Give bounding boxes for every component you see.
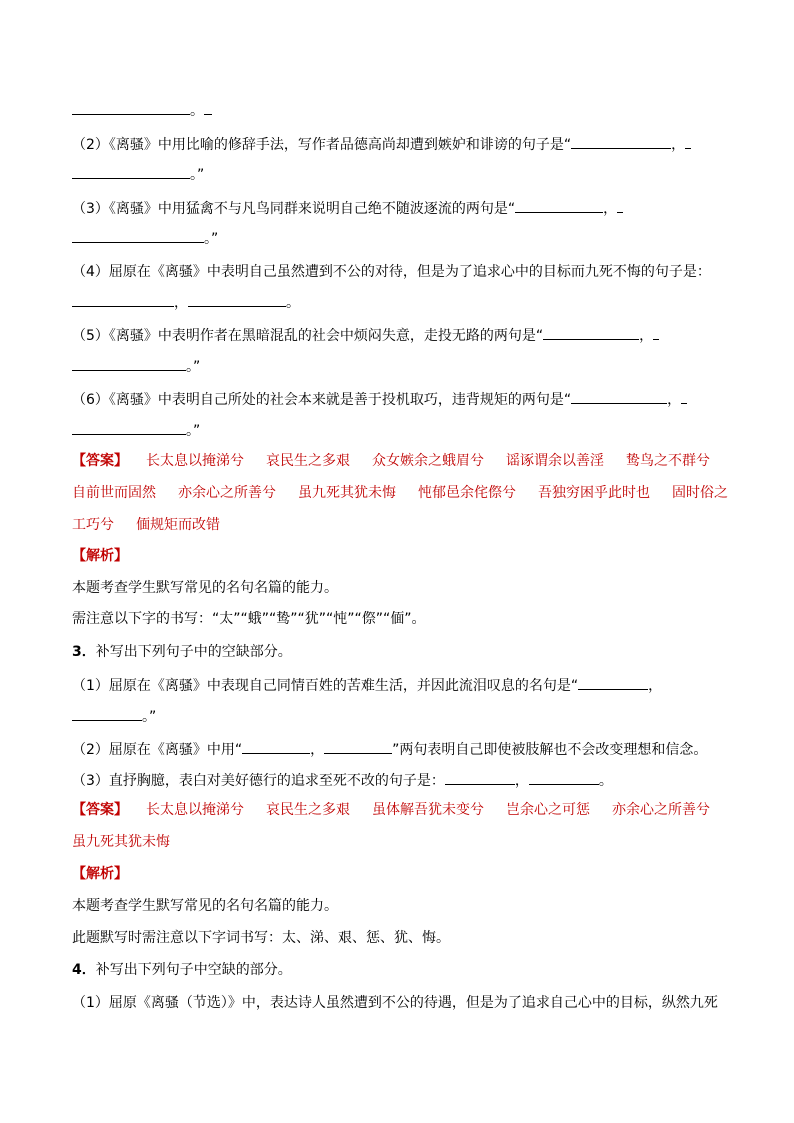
answer-blank[interactable] [515, 198, 603, 213]
answer-row: 【答案】 长太息以掩涕兮 哀民生之多艰 众女嫉余之蛾眉兮 谣诼谓余以善淫 鸷鸟之不群兮 [72, 453, 710, 469]
question-4-line: （4）屈原在《离骚》中表明自己虽然遭到不公的对待，但是为了追求心中的目标而九死不悔的句子是： [72, 264, 711, 280]
analysis-text: 需注意以下字的书写：“太”“蛾”“鸷”“犹”“忳”“傺”“偭”。 [72, 611, 426, 627]
answer-label: 【答案】 [72, 802, 128, 818]
answer-blank[interactable] [543, 325, 639, 340]
answer-blank[interactable] [324, 739, 392, 754]
q4-1-line: （1）屈原《离骚（节选）》中，表达诗人虽然遭到不公的待遇，但是为了追求自己心中的目标，纵然九死 [72, 995, 718, 1011]
answer-label: 【答案】 [72, 453, 128, 469]
question-3-line: （3）《离骚》中用猛禽不与凡鸟同群来说明自己绝不随波逐流的两句是“ ， [72, 198, 623, 219]
answer-row: 自前世而固然 亦余心之所善兮 虽九死其犹未悔 忳郁邑余侘傺兮 吾独穷困乎此时也 固时俗之 [72, 485, 728, 501]
question-4-line-2: ， 。 [72, 292, 300, 313]
answer-blank[interactable] [72, 292, 174, 307]
answer-row: 虽九死其犹未悔 [72, 834, 170, 850]
answer-blank[interactable] [571, 134, 671, 149]
answer-blank[interactable] [242, 739, 310, 754]
q1-tail-line: 。 [72, 100, 212, 121]
answer-blank[interactable] [578, 675, 648, 690]
answer-blank[interactable] [72, 228, 204, 243]
answer-blank[interactable] [188, 292, 286, 307]
analysis-label: 【解析】 [72, 548, 128, 564]
q3-1-line-2: 。” [72, 706, 156, 727]
question-4-title: 4．补写出下列句子中空缺的部分。 [72, 962, 292, 978]
answer-blank[interactable] [72, 164, 190, 179]
answer-blank[interactable] [72, 356, 186, 371]
answer-blank[interactable] [72, 100, 190, 115]
analysis-text: 此题默写时需注意以下字词书写：太、涕、艰、惩、犹、悔。 [72, 930, 450, 946]
analysis-label: 【解析】 [72, 866, 128, 882]
answer-row: 【答案】 长太息以掩涕兮 哀民生之多艰 虽体解吾犹未变兮 岂余心之可惩 亦余心之所善兮 [72, 802, 710, 818]
answer-row: 工巧兮 偭规矩而改错 [72, 517, 220, 533]
question-5-line-2: 。” [72, 356, 200, 377]
analysis-text: 本题考查学生默写常见的名句名篇的能力。 [72, 898, 338, 914]
answer-blank[interactable] [571, 389, 667, 404]
q3-2-line: （2）屈原在《离骚》中用“ ， ”两句表明自己即使被肢解也不会改变理想和信念。 [72, 739, 707, 760]
q3-3-line: （3）直抒胸臆，表白对美好德行的追求至死不改的句子是： ， 。 [72, 770, 613, 791]
question-5-line: （5）《离骚》中表明作者在黑暗混乱的社会中烦闷失意，走投无路的两句是“ ， [72, 325, 659, 346]
question-6-line: （6）《离骚》中表明自己所处的社会本来就是善于投机取巧，违背规矩的两句是“ ， [72, 389, 687, 410]
analysis-text: 本题考查学生默写常见的名句名篇的能力。 [72, 580, 338, 596]
question-2-line-2: 。” [72, 164, 204, 185]
answer-blank[interactable] [529, 770, 599, 785]
q3-1-line: （1）屈原在《离骚》中表现自己同情百姓的苦难生活，并因此流泪叹息的名句是“ ， [72, 675, 662, 696]
question-2-line: （2）《离骚》中用比喻的修辞手法，写作者品德高尚却遭到嫉妒和诽谤的句子是“ ， [72, 134, 691, 155]
question-3-title: 3．补写出下列句子中的空缺部分。 [72, 644, 292, 660]
answer-blank[interactable] [72, 420, 186, 435]
question-3-line-2: 。” [72, 228, 218, 249]
answer-blank[interactable] [72, 706, 142, 721]
question-6-line-2: 。” [72, 420, 200, 441]
answer-blank[interactable] [445, 770, 515, 785]
